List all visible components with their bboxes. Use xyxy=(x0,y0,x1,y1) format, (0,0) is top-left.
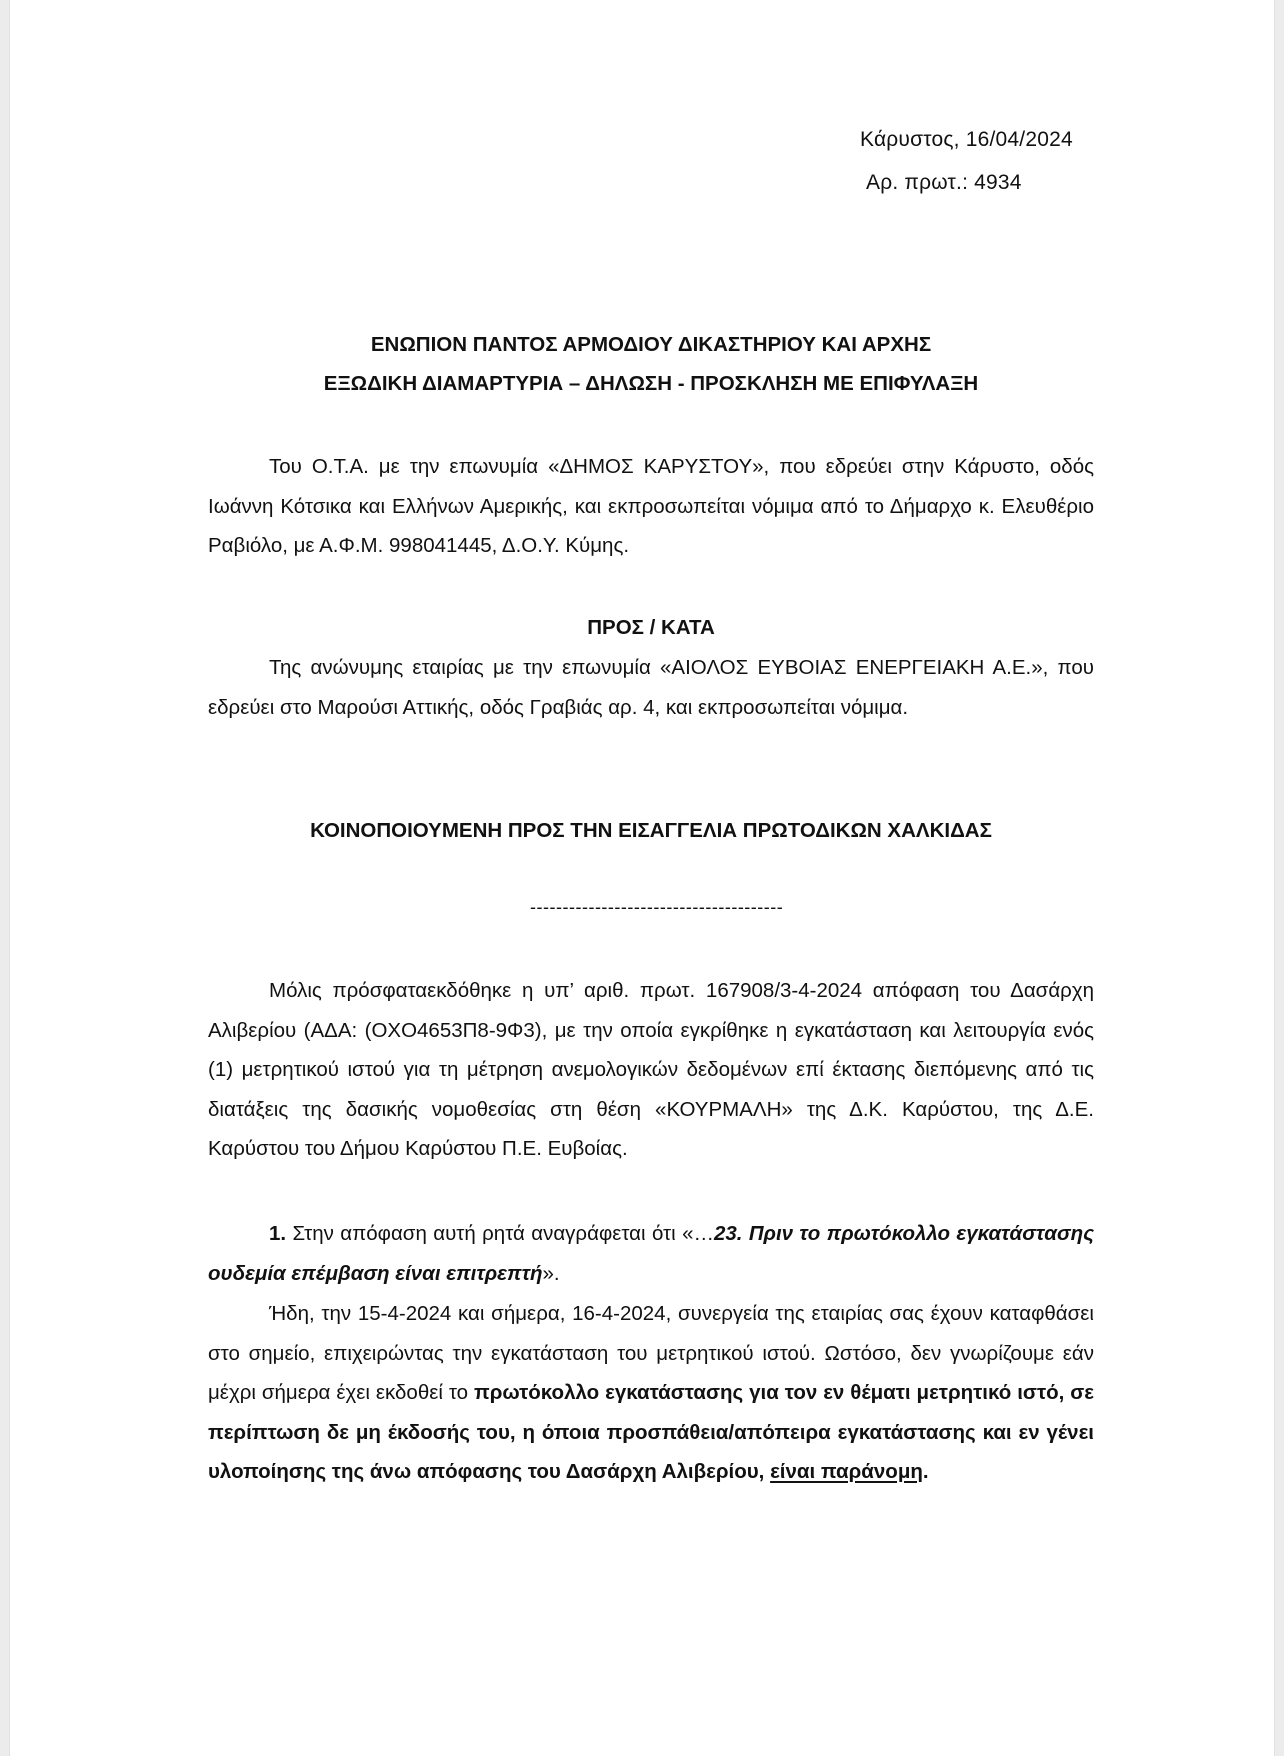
recipient-text: Της ανώνυμης εταιρίας με την επωνυμία «ΑΙΟΛΟΣ ΕΥΒΟΙΑΣ ΕΝΕΡΓΕΙΑΚΗ Α.Ε.», που εδρεύει στο Μαρούσι Αττικής, οδός Γραβιάς αρ. 4, και εκπροσωπείται νόμιμα. xyxy=(208,656,1094,719)
paragraph-2-text: Ήδη, την 15-4-2024 και σήμερα, 16-4-2024, συνεργεία της εταιρίας σας έχουν καταφθάσει στο σημείο, επιχειρώντας την εγκατάσταση του μετρητικού ιστού. Ωστόσο, δεν γνωρίζουμε εάν μέχρι σήμερα έχει εκδοθεί το xyxy=(208,1302,1094,1404)
item-1-paragraph xyxy=(208,1214,1094,1293)
paragraph-2 xyxy=(208,1294,1094,1492)
item-1-number: 1. xyxy=(269,1222,287,1245)
item-1-close: ». xyxy=(542,1261,560,1285)
item-1-text: Στην απόφαση αυτή ρητά αναγράφεται ότι «… xyxy=(286,1222,714,1245)
recipient-heading: ΠΡΟΣ / ΚΑΤΑ xyxy=(587,616,715,639)
title-line-2: ΕΞΩΔΙΚΗ ΔΙΑΜΑΡΤΥΡΙΑ – ΔΗΛΩΣΗ - ΠΡΟΣΚΛΗΣΗ ΜΕ ΕΠΙΦΥΛΑΞΗ xyxy=(323,372,979,395)
item-1-quote: 23. Πριν το πρωτόκολλο εγκατάστασης ουδεμία επέμβαση είναι επιτρεπτή xyxy=(208,1222,1095,1285)
intro-paragraph xyxy=(208,971,1094,1169)
recipient-paragraph xyxy=(208,648,1094,727)
paragraph-2-bold: πρωτόκολλο εγκατάστασης για τον εν θέματι μετρητικό ιστό, σε περίπτωση δε μη έκδοσής του, η όποια προσπάθεια/απόπειρα εγκατάστασης και εν γένει υλοποίησης της άνω απόφασης του Δασάρχη Αλιβερίου, xyxy=(208,1381,1094,1483)
paragraph-2-end: . xyxy=(922,1460,929,1483)
separator-line: --------------------------------------- xyxy=(530,897,784,917)
document-page xyxy=(10,0,1274,1756)
notified-heading: ΚΟΙΝΟΠΟΙΟΥΜΕΝΗ ΠΡΟΣ ΤΗΝ ΕΙΣΑΓΓΕΛΙΑ ΠΡΩΤΟΔΙΚΩΝ ΧΑΛΚΙΔΑΣ xyxy=(310,819,992,842)
place-date: Κάρυστος, 16/04/2024 xyxy=(860,128,1073,151)
sender-paragraph xyxy=(208,447,1094,566)
intro-text: Μόλις πρόσφαταεκδόθηκε η υπ’ αριθ. πρωτ. 167908/3-4-2024 απόφαση του Δασάρχη Αλιβερίου (ΑΔΑ: (ΟΧΟ4653Π8-9Φ3), με την οποία εγκρίθηκε η εγκατάσταση και λειτουργία ενός (1) μετρητικού ιστού για τη μέτρηση ανεμολογικών δεδομένων επί έκτασης διεπόμενης από τις διατάξεις της δασικής νομοθεσίας στη θέση «ΚΟΥΡΜΑΛΗ» της Δ.Κ. Καρύστου, της Δ.Ε. Καρύστου του Δήμου Καρύστου Π.Ε. Ευβοίας. xyxy=(208,979,1094,1160)
sender-text: Του Ο.Τ.Α. με την επωνυμία «ΔΗΜΟΣ ΚΑΡΥΣΤΟΥ», που εδρεύει στην Κάρυστο, οδός Ιωάννη Κότσικα και Ελλήνων Αμερικής, και εκπροσωπείται νόμιμα από το Δήμαρχο κ. Ελευθέριο Ραβιόλο, με Α.Φ.Μ. 998041445, Δ.Ο.Υ. Κύμης. xyxy=(208,455,1094,557)
title-line-1: ΕΝΩΠΙΟΝ ΠΑΝΤΟΣ ΑΡΜΟΔΙΟΥ ΔΙΚΑΣΤΗΡΙΟΥ ΚΑΙ ΑΡΧΗΣ xyxy=(370,333,932,356)
paragraph-2-underlined: είναι παράνομη xyxy=(770,1460,923,1483)
protocol-number: Αρ. πρωτ.: 4934 xyxy=(866,171,1022,194)
